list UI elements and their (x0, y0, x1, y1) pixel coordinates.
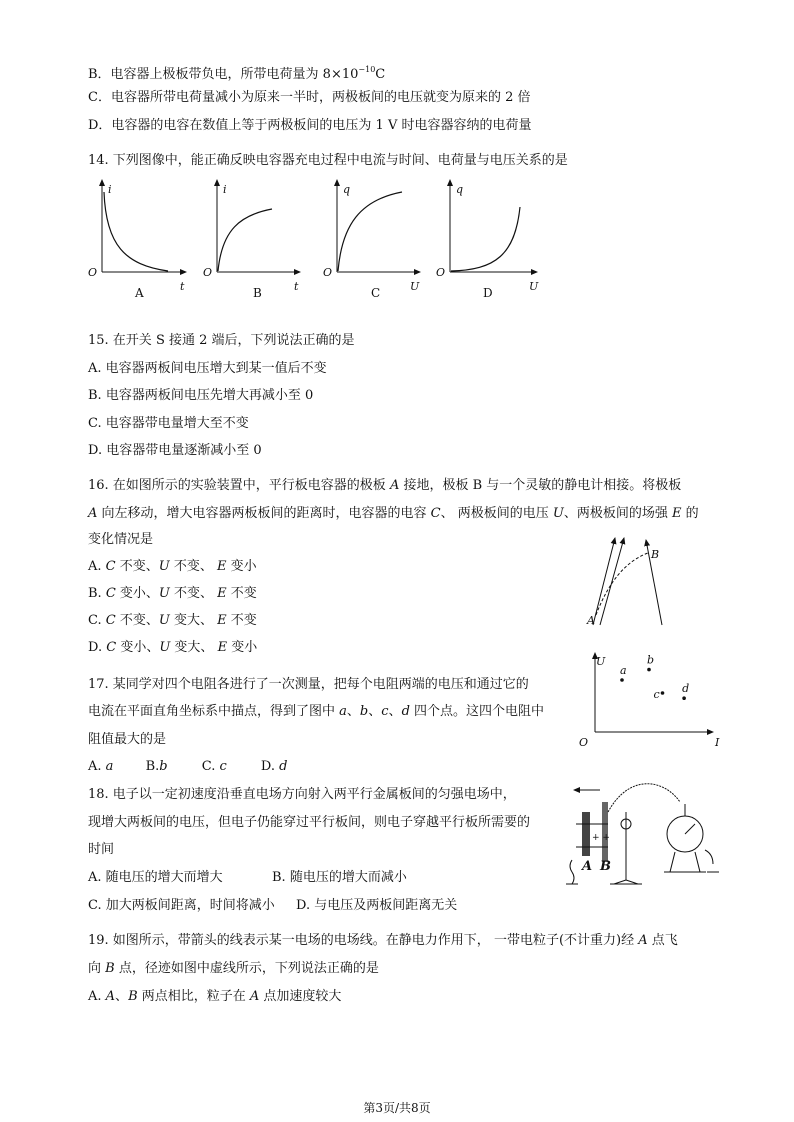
q18-option-a: A. 随电压的增大而增大 (88, 870, 223, 885)
q19-a-f: A (249, 989, 260, 1004)
q16-l2-d: 、 两极板间的电压 (440, 506, 553, 521)
q14-d-xlabel: U (529, 280, 539, 293)
q16-option-b (88, 585, 257, 603)
electroscope-leg-left (670, 852, 675, 872)
q14-d-caption: D (483, 286, 493, 300)
q19-line-1 (88, 932, 678, 950)
field-point-a: A (587, 614, 595, 627)
q14-b-origin: O (203, 266, 213, 279)
q16-d-prefix: D. (88, 640, 107, 655)
q14-b-caption: B (253, 286, 262, 300)
q17-a-value: a (105, 759, 114, 774)
q15-option-b: B. 电容器两板间电压先增大再减小至 0 (88, 388, 314, 403)
q13-option-d: D．电容器的电容在数值上等于两极板间的电压为 1 V 时电容器容纳的电荷量 (88, 118, 532, 133)
q16-a-c: C (105, 559, 116, 574)
q17-c-prefix: C. (201, 759, 220, 774)
q18-line-1: 18. 电子以一定初速度沿垂直电场方向射入两平行金属板间的匀强电场中， (88, 787, 516, 802)
q16-b-u: U (158, 586, 170, 601)
q16-b-c: C (105, 586, 116, 601)
q16-b-m2: 不变、 (169, 586, 218, 601)
q17-l2-g: 、 (388, 704, 402, 719)
q17-point-label-d: d (682, 682, 690, 696)
connecting-wire (608, 784, 680, 812)
q16-option-a (88, 558, 257, 576)
q16-d-c: C (106, 640, 117, 655)
q16-a-m2: 不变、 (169, 559, 217, 574)
q16-l2-b: 向左移动，增大电容器两板板间的距离时，电容器的电容 (97, 506, 431, 521)
q19-l2-c: 点，径迹如图中虚线所示，下列说法正确的是 (114, 961, 379, 976)
q14-b-ylabel: i (223, 183, 227, 196)
q17-option-d (261, 759, 288, 774)
q14-a-ylabel: i (108, 183, 112, 196)
q16-c-prefix: C. (88, 613, 106, 628)
q14-a-origin: O (88, 266, 98, 279)
q15-option-d: D. 电容器带电量逐渐减小至 0 (88, 443, 262, 458)
q16-a-m1: 不变、 (115, 559, 159, 574)
q19-a-d: B (128, 989, 138, 1004)
electroscope-leg-right (695, 852, 700, 872)
q19-a-c: 、 (115, 989, 129, 1004)
q15-option-c: C. 电容器带电量增大至不变 (88, 416, 249, 431)
q14-stem: 14. 下列图像中，能正确反映电容器充电过程中电流与时间、电荷量与电压关系的是 (88, 153, 568, 168)
q16-l1-a: 16. 在如图所示的实验装置中，平行板电容器的极板 (88, 478, 390, 493)
q16-d-m2: 变大、 (170, 640, 218, 655)
q15-option-a: A. 电容器两板间电压增大到某一值后不变 (88, 361, 327, 376)
q19-a-a: A. (88, 989, 106, 1004)
q17-point-d (682, 696, 686, 700)
q17-l2-f: c (381, 704, 389, 719)
q19-a-e: 两点相比，粒子在 (137, 989, 250, 1004)
q19-l1-c: 点飞 (647, 933, 678, 948)
q13-option-b-unit: C (375, 67, 386, 82)
q17-l2-d: b (359, 704, 369, 719)
q17-x-label: I (715, 736, 720, 749)
plate-b (602, 802, 608, 862)
q17-l2-b: a (339, 704, 347, 719)
q16-l2-e: U (552, 506, 564, 521)
q17-point-label-a: a (620, 664, 627, 677)
q16-line-3: 变化情况是 (88, 532, 154, 547)
q13-option-b-exponent: −10 (358, 65, 376, 74)
q16-a-s: 变小 (226, 559, 257, 574)
q16-l2-a: A (88, 506, 98, 521)
q17-y-label: U (596, 655, 606, 668)
q17-line-2 (88, 703, 544, 721)
q17-options (88, 758, 287, 776)
q16-l2-h: 的 (681, 506, 699, 521)
q16-l2-f: 、两极板间的场强 (563, 506, 672, 521)
q16-d-e: E (217, 640, 228, 655)
q16-b-e: E (217, 586, 227, 601)
q17-point-a (620, 678, 624, 682)
q13-option-c: C．电容器所带电荷量减小为原来一半时，两极板间的电压就变为原来的 2 倍 (88, 90, 531, 105)
field-point-b: B (651, 548, 660, 561)
q18-line-2: 现增大两板间的电压，但电子仍能穿过平行板间，则电子穿越平行板所需要的 (88, 815, 531, 830)
q19-l2-b: B (105, 961, 115, 976)
q17-b-prefix: B. (145, 759, 160, 774)
q17-b-value: b (159, 759, 168, 774)
q17-option-a (88, 759, 113, 774)
q16-l2-c: C (430, 506, 441, 521)
q14-d-origin: O (436, 266, 446, 279)
q16-c-u: U (158, 613, 170, 628)
page-footer: 第3页/共8页 (363, 1101, 431, 1115)
q17-point-label-c: c (653, 688, 660, 701)
q19-l2-a: 向 (88, 961, 106, 976)
q18-option-d: D. 与电压及两板间距离无关 (296, 898, 458, 913)
q16-l1-b: A (389, 478, 400, 493)
stand-leg-right (626, 880, 638, 884)
q16-c-e: E (217, 613, 227, 628)
q16-d-m1: 变小、 (116, 640, 160, 655)
label-plate-b: B (600, 859, 611, 874)
q14-graph-c (323, 180, 420, 300)
q17-c-value: c (219, 759, 227, 774)
q16-b-s: 不变 (226, 586, 257, 601)
q16-option-d (88, 639, 257, 657)
q17-line-3: 阻值最大的是 (88, 732, 167, 747)
q17-ui-graph (575, 650, 725, 749)
q14-c-caption: C (371, 286, 381, 300)
q17-l2-c: 、 (346, 704, 360, 719)
q16-c-m2: 变大、 (169, 613, 218, 628)
q17-origin: O (579, 736, 589, 749)
q14-a-xlabel: t (180, 280, 185, 293)
capacitor-apparatus-figure (560, 772, 730, 892)
q14-graphs (0, 175, 794, 300)
q17-l2-h: d (401, 704, 410, 719)
q16-c-m1: 不变、 (115, 613, 159, 628)
electroscope-needle (685, 824, 695, 834)
q19-l1-a: 19. 如图所示，带箭头的线表示某一电场的电场线。在静电力作用下， 一带电粒子(不计重力)经 (88, 933, 639, 948)
q16-line-1 (88, 477, 681, 495)
q14-a-caption: A (135, 286, 144, 300)
plate-a (582, 812, 590, 856)
q19-line-2 (88, 960, 379, 978)
label-plate-a: A (582, 859, 593, 874)
q13-option-b (88, 61, 385, 84)
q14-c-origin: O (323, 266, 333, 279)
q17-d-value: d (279, 759, 288, 774)
q14-d-ylabel: q (456, 183, 464, 196)
ground-wire-b (705, 850, 713, 864)
q16-line-2 (88, 505, 699, 523)
q17-a-prefix: A. (88, 759, 106, 774)
q17-l2-e: 、 (368, 704, 382, 719)
q16-l2-g: E (671, 506, 682, 521)
q17-option-c (202, 759, 227, 774)
q14-graph-d (436, 180, 539, 300)
q16-a-u: U (158, 559, 170, 574)
q19-a-b: A (105, 989, 116, 1004)
q16-c-c: C (105, 613, 116, 628)
q14-graph-a (88, 180, 186, 300)
q17-point-b (647, 668, 651, 672)
q16-a-e: E (216, 559, 227, 574)
field-lines-figure (570, 530, 690, 640)
q16-b-m1: 变小、 (115, 586, 159, 601)
q14-c-ylabel: q (343, 183, 351, 196)
q17-line-1: 17. 某同学对四个电阻各进行了一次测量，把每个电阻两端的电压和通过它的 (88, 677, 529, 692)
q17-point-label-b: b (647, 653, 655, 667)
q16-b-prefix: B. (88, 586, 106, 601)
plate-charges: + + (592, 833, 610, 843)
q14-b-xlabel: t (294, 280, 299, 293)
q17-l2-a: 电流在平面直角坐标系中描点，得到了图中 (88, 704, 340, 719)
q16-d-s: 变小 (227, 640, 258, 655)
q19-l1-b: A (638, 933, 648, 948)
q15-stem: 15. 在开关 S 接通 2 端后，下列说法正确的是 (88, 333, 355, 348)
q16-a-prefix: A. (88, 559, 106, 574)
q17-point-c (661, 691, 665, 695)
q18-option-b: B. 随电压的增大而减小 (272, 870, 407, 885)
q14-c-xlabel: U (410, 280, 420, 293)
stand-leg-left (614, 880, 626, 884)
q16-c-s: 不变 (226, 613, 257, 628)
q14-graph-b (203, 180, 300, 300)
q17-l2-i: 四个点。这四个电阻中 (409, 704, 545, 719)
q16-l1-c: 接地，极板 B 与一个灵敏的静电计相接。将极板 (399, 478, 682, 493)
q17-option-b (146, 759, 168, 774)
q19-a-g: 点加速度较大 (259, 989, 342, 1004)
q18-option-c: C. 加大两板间距离，时间将减小 (88, 898, 275, 913)
q16-option-c (88, 612, 257, 630)
q19-option-a (88, 988, 341, 1006)
ground-wire-a (570, 860, 574, 884)
q17-d-prefix: D. (260, 759, 280, 774)
q18-line-3: 时间 (88, 842, 115, 857)
q13-option-b-text: B．电容器上极板带负电，所带电荷量为 8×10 (88, 67, 359, 82)
q16-d-u: U (159, 640, 171, 655)
